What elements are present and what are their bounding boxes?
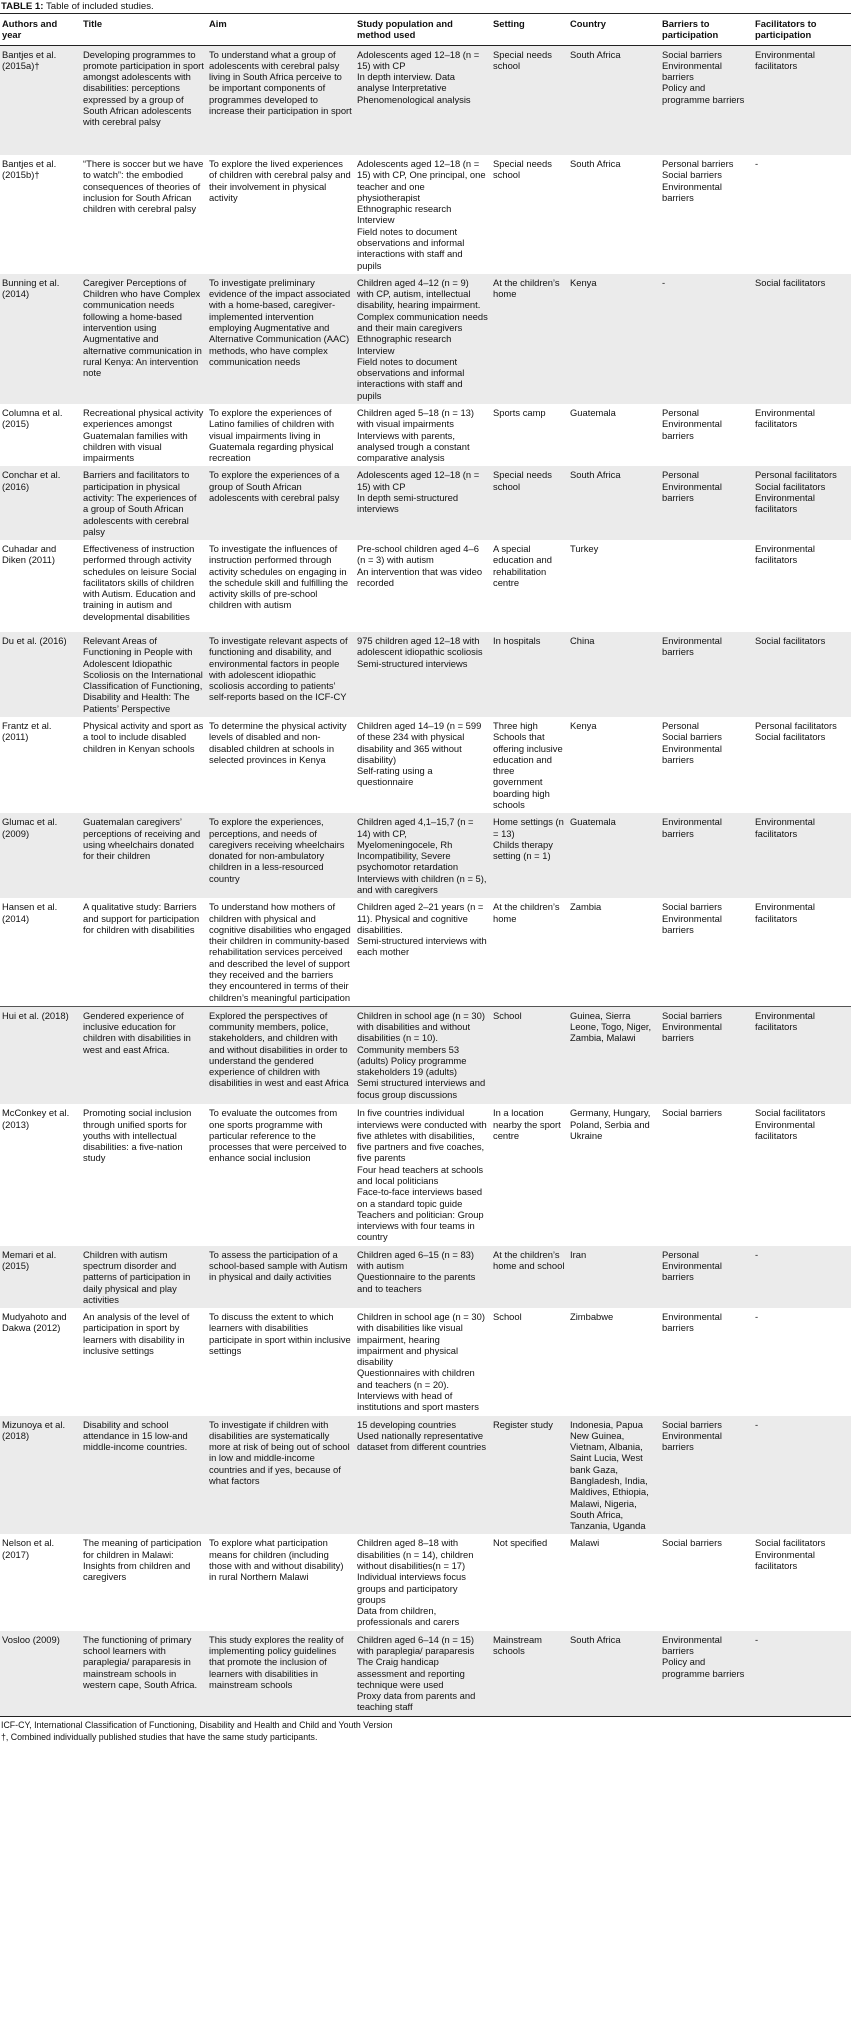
cell-population [355,813,491,898]
cell-population-line: Questionnaire to the parents and to teachers [357,1271,476,1294]
cell-population [355,1104,491,1245]
cell-country [568,466,660,540]
cell-setting [491,1246,568,1308]
cell-population-line: 15 developing countries [357,1418,457,1430]
cell-setting [491,155,568,274]
cell-country-line: South Africa [570,158,621,170]
cell-facilitators-line: Environmental facilitators [755,901,815,924]
cell-facilitators-line: Environmental facilitators [755,406,815,430]
cell-author: Mudyahoto and Dakwa (2012) [0,1308,81,1416]
cell-population-line: Self-rating using a questionnaire [357,765,433,788]
cell-barriers-line: Environmental barriers [662,59,722,83]
cell-population-line: Semi-structured interviews with each mother [357,935,487,958]
cell-barriers-line: Environmental barriers [662,1259,722,1283]
cell-population-line: Questionnaires with children and teachers (n = 20). Interviews with head of institutions and sport masters [357,1367,479,1413]
cell-population [355,1631,491,1716]
cell-country-line: Guatemala [570,816,616,828]
cell-title: Recreational physical activity experiences amongst Guatemalan families with children with visual impairments [81,404,207,466]
cell-title: Effectiveness of instruction performed through activity schedules on leisure Social facilitators skills of children with Autism. Education and training in autism and developmental disabilities [81,540,207,632]
col-header-title: Title [81,14,207,46]
cell-country-line: Kenya [570,720,597,732]
cell-barriers-line: Environmental barriers [662,816,722,839]
cell-author: McConkey et al. (2013) [0,1104,81,1245]
cell-setting [491,1631,568,1716]
caption-label: TABLE 1: [1,1,44,12]
cell-barriers-line: Social barriers [662,169,722,181]
cell-country [568,540,660,632]
cell-setting-line: Special needs school [493,48,552,71]
cell-title: Physical activity and sport as a tool to include disabled children in Kenyan schools [81,717,207,813]
cell-barriers-line: Environmental barriers [662,635,722,658]
cell-facilitators-line: Social facilitators [755,1107,826,1119]
cell-country-line: Malawi [570,1537,600,1549]
cell-aim: To investigate the influences of instruction performed through activity schedules on engaging in the schedule skill and fulfilling the activity skills of pre-school children with autism [207,540,355,632]
cell-aim: To explore the experiences of Latino families of children with visual impairments living in Guatemala regarding physical recreation [207,404,355,466]
cell-country [568,1006,660,1104]
cell-population [355,1416,491,1535]
cell-setting [491,632,568,717]
col-header-facilitators: Facilitators to participation [753,14,851,46]
cell-population-line: Children aged 2–21 years (n = 11). Physical and cognitive disabilities. [357,901,484,935]
cell-population-line: Data from children, professionals and carers [357,1605,460,1628]
cell-aim: To investigate if children with disabilities are systematically more at risk of being out of school in low and middle-income countries and if yes, because of what factors [207,1416,355,1535]
cell-country-line: Zambia [570,901,602,913]
cell-facilitators [753,1104,851,1245]
cell-barriers-line: Social barriers [662,1009,722,1021]
cell-country [568,898,660,1006]
cell-setting [491,813,568,898]
cell-aim: Explored the perspectives of community members, police, stakeholders, and children with and without disabilities in order to understand the gendered experience of children with disabilities in west and east Africa [207,1006,355,1104]
cell-population-line: Ethnographic research [357,333,452,345]
table-row [0,1246,851,1308]
col-header-authors: Authors and year [0,14,81,46]
cell-author: Glumac et al. (2009) [0,813,81,898]
cell-population-line: Semi structured interviews and focus group discussions [357,1077,486,1100]
cell-setting [491,898,568,1006]
cell-country-line: South Africa [570,469,621,481]
cell-barriers [660,813,753,898]
cell-facilitators-line: Environmental facilitators [755,48,815,71]
cell-facilitators-line: Environmental facilitators [755,1118,815,1141]
cell-population [355,466,491,540]
cell-author: Mizunoya et al. (2018) [0,1416,81,1535]
cell-setting-line: Special needs school [493,469,552,492]
cell-barriers-line: - [662,276,666,288]
caption-text: Table of included studies. [45,1,154,12]
cell-facilitators [753,813,851,898]
cell-population [355,540,491,632]
cell-population-line: An intervention that was video recorded [357,565,483,588]
cell-population [355,1308,491,1416]
cell-setting-line: Mainstream schools [493,1633,542,1656]
cell-setting [491,466,568,540]
cell-author: Memari et al. (2015) [0,1246,81,1308]
cell-barriers [660,274,753,404]
cell-population-line: Semi-structured interviews [357,657,468,669]
cell-facilitators [753,540,851,632]
cell-setting-line: Childs therapy setting (n = 1) [493,838,553,862]
cell-setting [491,717,568,813]
cell-country [568,632,660,717]
cell-population-line: In depth interview. Data analyse Interpretative Phenomenological analysis [357,71,471,105]
cell-country-line: China [570,635,595,647]
cell-country [568,813,660,898]
cell-aim: This study explores the reality of implementing policy guidelines that promote the inclusion of learners with disabilities in mainstream schools [207,1631,355,1716]
cell-setting-line: Special needs school [493,158,552,181]
cell-barriers-line: Social barriers [662,48,722,60]
cell-population-line: Teachers and politician: Group interviews with four teams in country [357,1208,484,1243]
cell-country-line: South Africa [570,48,621,60]
cell-barriers [660,155,753,274]
cell-setting-line: Not specified [493,1537,548,1549]
cell-barriers [660,717,753,813]
cell-barriers-line: Environmental barriers [662,1429,722,1453]
cell-barriers-line: Personal [662,720,700,732]
cell-title: Relevant Areas of Functioning in People with Adolescent Idiopathic Scoliosis on the International Classification of Functioning, Disability and Health: The Patients’ Perspective [81,632,207,717]
cell-author: Nelson et al. (2017) [0,1534,81,1630]
col-header-aim: Aim [207,14,355,46]
table-row [0,1006,851,1104]
cell-population-line: Interview [357,344,395,356]
cell-author: Vosloo (2009) [0,1631,81,1716]
cell-population-line: with visual impairments [357,418,454,430]
cell-title: Developing programmes to promote participation in sport amongst adolescents with disabilities: perceptions expressed by a group of South African adolescents with cerebral palsy [81,45,207,155]
cell-aim: To explore the experiences, perceptions, and needs of caregivers receiving wheelchairs donated for non-ambulatory children in a less-resourced country [207,813,355,898]
table-row [0,898,851,1006]
cell-barriers-line: Personal barriers [662,158,734,170]
cell-title: Gendered experience of inclusive education for children with disabilities in west and east Africa. [81,1006,207,1104]
cell-author: Bantjes et al. (2015a)† [0,45,81,155]
table-row [0,466,851,540]
cell-population [355,1534,491,1630]
cell-barriers [660,1631,753,1716]
table-row [0,1308,851,1416]
cell-facilitators [753,1246,851,1308]
cell-facilitators-line: - [755,1418,759,1430]
cell-aim: To understand what a group of adolescents with cerebral palsy living in South Africa perceive to be important components of programmes developed to increase their participation in sport [207,45,355,155]
cell-population [355,717,491,813]
cell-setting-line: Sports camp [493,406,546,418]
col-header-country: Country [568,14,660,46]
cell-title: A qualitative study: Barriers and support for participation for children with disabilities [81,898,207,1006]
cell-setting [491,1308,568,1416]
cell-barriers-line: Environmental barriers [662,1311,722,1334]
cell-facilitators-line: Social facilitators [755,731,826,743]
cell-barriers-line: Environmental barriers [662,418,722,441]
cell-barriers-line: Environmental barriers [662,1633,722,1656]
cell-barriers [660,632,753,717]
cell-facilitators-line: - [755,1311,759,1323]
cell-barriers-line: Personal [662,469,700,481]
table-row [0,274,851,404]
cell-barriers-line: Environmental barriers [662,912,722,935]
cell-setting [491,1416,568,1535]
cell-facilitators [753,717,851,813]
cell-facilitators [753,1631,851,1716]
cell-barriers-line: Environmental barriers [662,180,722,203]
cell-author: Conchar et al. (2016) [0,466,81,540]
note-dagger: †, Combined individually published studies that have the same study participants. [1,1731,318,1742]
cell-barriers-line: Environmental barriers [662,1021,722,1044]
cell-population-line: Interviews with children (n = 5), and with caregivers [357,872,487,895]
cell-aim: To explore the lived experiences of children with cerebral palsy and their involvement in physical activity [207,155,355,274]
cell-facilitators [753,274,851,404]
cell-barriers-line: Social barriers [662,1107,722,1119]
cell-aim: To determine the physical activity levels of disabled and non-disabled children at schools in selected provinces in Kenya [207,717,355,813]
cell-title: Guatemalan caregivers’ perceptions of receiving and using wheelchairs donated for their children [81,813,207,898]
cell-population-line: Children aged 8–18 with disabilities (n = 14), children without disabilities(n = 17) [357,1537,474,1571]
cell-setting [491,540,568,632]
cell-country [568,717,660,813]
cell-setting-line: In hospitals [493,635,541,647]
cell-population-line: The Craig handicap assessment and reporting technique were used [357,1656,465,1690]
cell-barriers [660,898,753,1006]
cell-author: Columna et al. (2015) [0,404,81,466]
cell-title: Children with autism spectrum disorder and patterns of participation in daily physical and play activities [81,1246,207,1308]
cell-population-line: Adolescents aged 12–18 (n = 15) with CP, One principal, one teacher and one physiotherapist [357,158,486,203]
studies-table [0,13,851,1717]
cell-population [355,1006,491,1104]
table-row [0,404,851,466]
col-header-setting: Setting [491,14,568,46]
cell-title: The functioning of primary school learners with paraplegia/ paraparesis in mainstream schools in western cape, South Africa. [81,1631,207,1716]
cell-barriers-line: Policy and programme barriers [662,1656,745,1679]
cell-aim: To understand how mothers of children with physical and cognitive disabilities who engaged their children in community-based rehabilitation services perceived and described the level of support they received and the barriers they encountered in terms of their children’s meaningful participation [207,898,355,1006]
note-abbreviation: ICF-CY, International Classification of Functioning, Disability and Health and Child and Youth Version [1,1719,393,1730]
cell-facilitators-line: Personal facilitators [755,469,837,481]
cell-barriers-line: Environmental barriers [662,480,722,503]
cell-facilitators [753,45,851,155]
cell-population [355,898,491,1006]
cell-country [568,1416,660,1535]
cell-barriers-line: Social barriers [662,1537,722,1549]
cell-barriers [660,1416,753,1535]
cell-setting [491,1006,568,1104]
cell-population-line: Ethnographic research [357,203,452,215]
cell-population-line: Adolescents aged 12–18 (n = 15) with CP [357,469,480,492]
cell-aim: To investigate relevant aspects of functioning and disability, and environmental factors in people with adolescent idiopathic scoliosis according to patients’ self-reports based on the ICF-CY [207,632,355,717]
cell-author: Du et al. (2016) [0,632,81,717]
cell-facilitators [753,632,851,717]
cell-facilitators-line: Environmental facilitators [755,1009,815,1033]
cell-barriers-line: Environmental barriers [662,742,722,765]
table-row [0,45,851,155]
cell-country-line: Germany, Hungary, Poland, Serbia and Ukraine [570,1107,651,1141]
cell-facilitators-line: Environmental facilitators [755,491,815,515]
cell-country-line: Guinea, Sierra Leone, Togo, Niger, Zambia, Malawi [570,1009,652,1044]
cell-population-line: Four head teachers at schools and local politicians [357,1163,484,1186]
cell-barriers-line: Policy and programme barriers [662,82,745,105]
cell-population-line: Face-to-face interviews based on a standard topic guide [357,1186,483,1209]
cell-aim: To evaluate the outcomes from one sports programme with particular reference to the processes that were perceived to enhance social inclusion [207,1104,355,1245]
cell-barriers-line: Personal [662,1248,700,1260]
cell-setting-line: Home settings (n = 13) [493,816,564,839]
cell-population [355,155,491,274]
cell-country-line: Indonesia, Papua New Guinea, Vietnam, Albania, Saint Lucia, West bank Gaza, Bangladesh, India, Maldives, Ethiopia, Malawi, Nigeria, South Africa, Tanzania, Uganda [570,1418,649,1532]
cell-setting [491,404,568,466]
table-row [0,540,851,632]
cell-aim: To explore the experiences of a group of South African adolescents with cerebral palsy [207,466,355,540]
cell-facilitators [753,466,851,540]
cell-barriers [660,1104,753,1245]
cell-population-line: In depth semi-structured interviews [357,491,459,515]
table-body [0,45,851,1716]
cell-barriers-line: Social barriers [662,1418,722,1430]
cell-aim: To assess the participation of a school-based sample with Autism in physical and daily activities [207,1246,355,1308]
cell-setting-line: At the children’s home [493,901,560,924]
cell-setting-line: School [493,1009,522,1021]
cell-author: Bantjes et al. (2015b)† [0,155,81,274]
cell-author: Cuhadar and Diken (2011) [0,540,81,632]
cell-author: Frantz et al. (2011) [0,717,81,813]
cell-population-line: Adolescents aged 12–18 (n = 15) with CP [357,48,480,71]
cell-country-line: Guatemala [570,406,616,418]
cell-population-line: Children aged 6–14 (n = 15) with paraplegia/ paraparesis [357,1633,475,1656]
cell-facilitators-line: Social facilitators [755,276,826,288]
cell-population-line: Children aged 14–19 (n = 599 of these 234 with physical disability and 365 without disability) [357,720,482,765]
cell-title: An analysis of the level of participation in sport by learners with disability in inclusive settings [81,1308,207,1416]
cell-facilitators [753,1534,851,1630]
cell-title: “There is soccer but we have to watch”: the embodied consequences of theories of inclusion for South African children with cerebral palsy [81,155,207,274]
cell-population-line: Children aged 4,1–15,7 (n = 14) with CP, Myelomeningocele, Rh Incompatibility, Severe psychomotor retardation [357,816,474,873]
table-notes [0,1717,851,1744]
cell-setting-line: At the children’s home [493,276,560,300]
cell-author: Bunning et al. (2014) [0,274,81,404]
cell-population-line: Children in school age (n = 30) with disabilities like visual impairment, hearing impairment and physical disability [357,1311,485,1368]
cell-population-line: Children aged 6–15 (n = 83) with autism [357,1248,475,1271]
cell-facilitators-line: Environmental facilitators [755,1548,815,1571]
table-row [0,155,851,274]
cell-population [355,1246,491,1308]
cell-title: The meaning of participation for children in Malawi: Insights from children and caregivers [81,1534,207,1630]
cell-facilitators [753,404,851,466]
cell-setting-line: Three high Schools that offering inclusive education and three government boarding high schools [493,720,563,810]
cell-country-line: Turkey [570,543,599,555]
cell-author: Hui et al. (2018) [0,1006,81,1104]
cell-setting [491,1104,568,1245]
cell-setting-line: At the children’s home and school [493,1248,565,1271]
cell-facilitators [753,1006,851,1104]
cell-setting-line: Register study [493,1418,553,1430]
cell-population-line: Field notes to document observations and informal interactions with staff and pupils [357,225,465,271]
cell-title: Disability and school attendance in 15 low-and middle-income countries. [81,1416,207,1535]
cell-population-line: Children in school age (n = 30) with disabilities and without disabilities (n = 10). Community members 53 (adults) Policy programme stakeholders 19 (adults) [357,1009,485,1078]
cell-barriers [660,45,753,155]
cell-facilitators [753,155,851,274]
cell-population [355,632,491,717]
cell-country [568,1308,660,1416]
cell-barriers [660,404,753,466]
cell-population-line: Interview [357,214,395,226]
cell-setting-line: School [493,1311,522,1323]
cell-country [568,404,660,466]
cell-population-line: Individual interviews focus groups and participatory groups [357,1571,466,1605]
cell-title: Promoting social inclusion through unified sports for youths with intellectual disabilities: a five-nation study [81,1104,207,1245]
cell-setting-line: In a location nearby the sport centre [493,1107,561,1141]
cell-facilitators-line: - [755,158,759,170]
cell-population [355,404,491,466]
cell-country [568,274,660,404]
cell-population-line: Field notes to document observations and informal interactions with staff and pupils [357,355,465,401]
table-row [0,1534,851,1630]
cell-population-line: Interviews with parents, analysed trough a constant comparative analysis [357,429,470,464]
cell-country [568,1104,660,1245]
table-caption [0,0,851,13]
cell-population-line: In five countries individual interviews were conducted with five athletes with disabilities, five partners and five coaches, five parents [357,1107,487,1164]
table-row [0,1416,851,1535]
cell-barriers [660,540,753,632]
cell-facilitators-line: Environmental facilitators [755,543,815,566]
cell-barriers [660,1006,753,1104]
cell-aim: To discuss the extent to which learners with disabilities participate in sport within inclusive settings [207,1308,355,1416]
cell-facilitators-line: Social facilitators [755,1537,826,1549]
table-row [0,1631,851,1716]
cell-country-line: South Africa [570,1633,621,1645]
cell-country [568,1631,660,1716]
cell-barriers-line: Social barriers [662,731,722,743]
cell-country [568,1246,660,1308]
table-row [0,813,851,898]
cell-population-line: Children aged 5–18 (n = 13) [357,406,475,418]
cell-country-line: Kenya [570,276,597,288]
cell-facilitators-line: - [755,1248,759,1260]
cell-country [568,155,660,274]
cell-population-line: Children aged 4–12 (n = 9) with CP, autism, intellectual disability, hearing impairment. Complex communication needs and their main caregivers [357,276,488,333]
cell-facilitators [753,1416,851,1535]
table-row [0,632,851,717]
cell-country [568,1534,660,1630]
cell-barriers [660,1308,753,1416]
cell-setting [491,45,568,155]
cell-population-line: 975 children aged 12–18 with adolescent idiopathic scoliosis [357,635,483,658]
cell-aim: To explore what participation means for children (including those with and without disability) in rural Northern Malawi [207,1534,355,1630]
cell-barriers-line: Personal [662,406,700,418]
cell-facilitators-line: Social facilitators [755,480,826,492]
cell-population-line: Pre-school children aged 4–6 (n = 3) with autism [357,543,479,566]
cell-setting-line: A special education and rehabilitation centre [493,543,552,588]
cell-facilitators [753,898,851,1006]
cell-title: Barriers and facilitators to participation in physical activity: The experiences of a group of South African adolescents with cerebral palsy [81,466,207,540]
cell-facilitators [753,1308,851,1416]
cell-author: Hansen et al. (2014) [0,898,81,1006]
col-header-barriers: Barriers to participation [660,14,753,46]
cell-title: Caregiver Perceptions of Children who have Complex communication needs following a home-based intervention using Augmentative and alternative communication in rural Kenya: An intervention note [81,274,207,404]
col-header-population: Study population and method used [355,14,491,46]
cell-barriers [660,1246,753,1308]
cell-facilitators-line: Social facilitators [755,635,826,647]
cell-population-line: Used nationally representative dataset from different countries [357,1429,487,1453]
cell-facilitators-line: Environmental facilitators [755,816,815,839]
cell-country-line: Iran [570,1248,587,1260]
cell-barriers [660,466,753,540]
cell-country-line: Zimbabwe [570,1311,614,1323]
cell-population [355,274,491,404]
cell-barriers [660,1534,753,1630]
cell-setting [491,274,568,404]
cell-aim: To investigate preliminary evidence of the impact associated with a home-based, caregiver-implemented intervention employing Augmentative and Alternative Communication (AAC) methods, who have complex communication needs [207,274,355,404]
table-row [0,1104,851,1245]
cell-barriers-line: Social barriers [662,901,722,913]
table-row [0,717,851,813]
cell-population-line: Proxy data from parents and teaching staff [357,1690,476,1713]
header-row [0,14,851,46]
cell-setting [491,1534,568,1630]
cell-facilitators-line: - [755,1633,759,1645]
cell-population [355,45,491,155]
cell-facilitators-line: Personal facilitators [755,720,837,732]
cell-country [568,45,660,155]
